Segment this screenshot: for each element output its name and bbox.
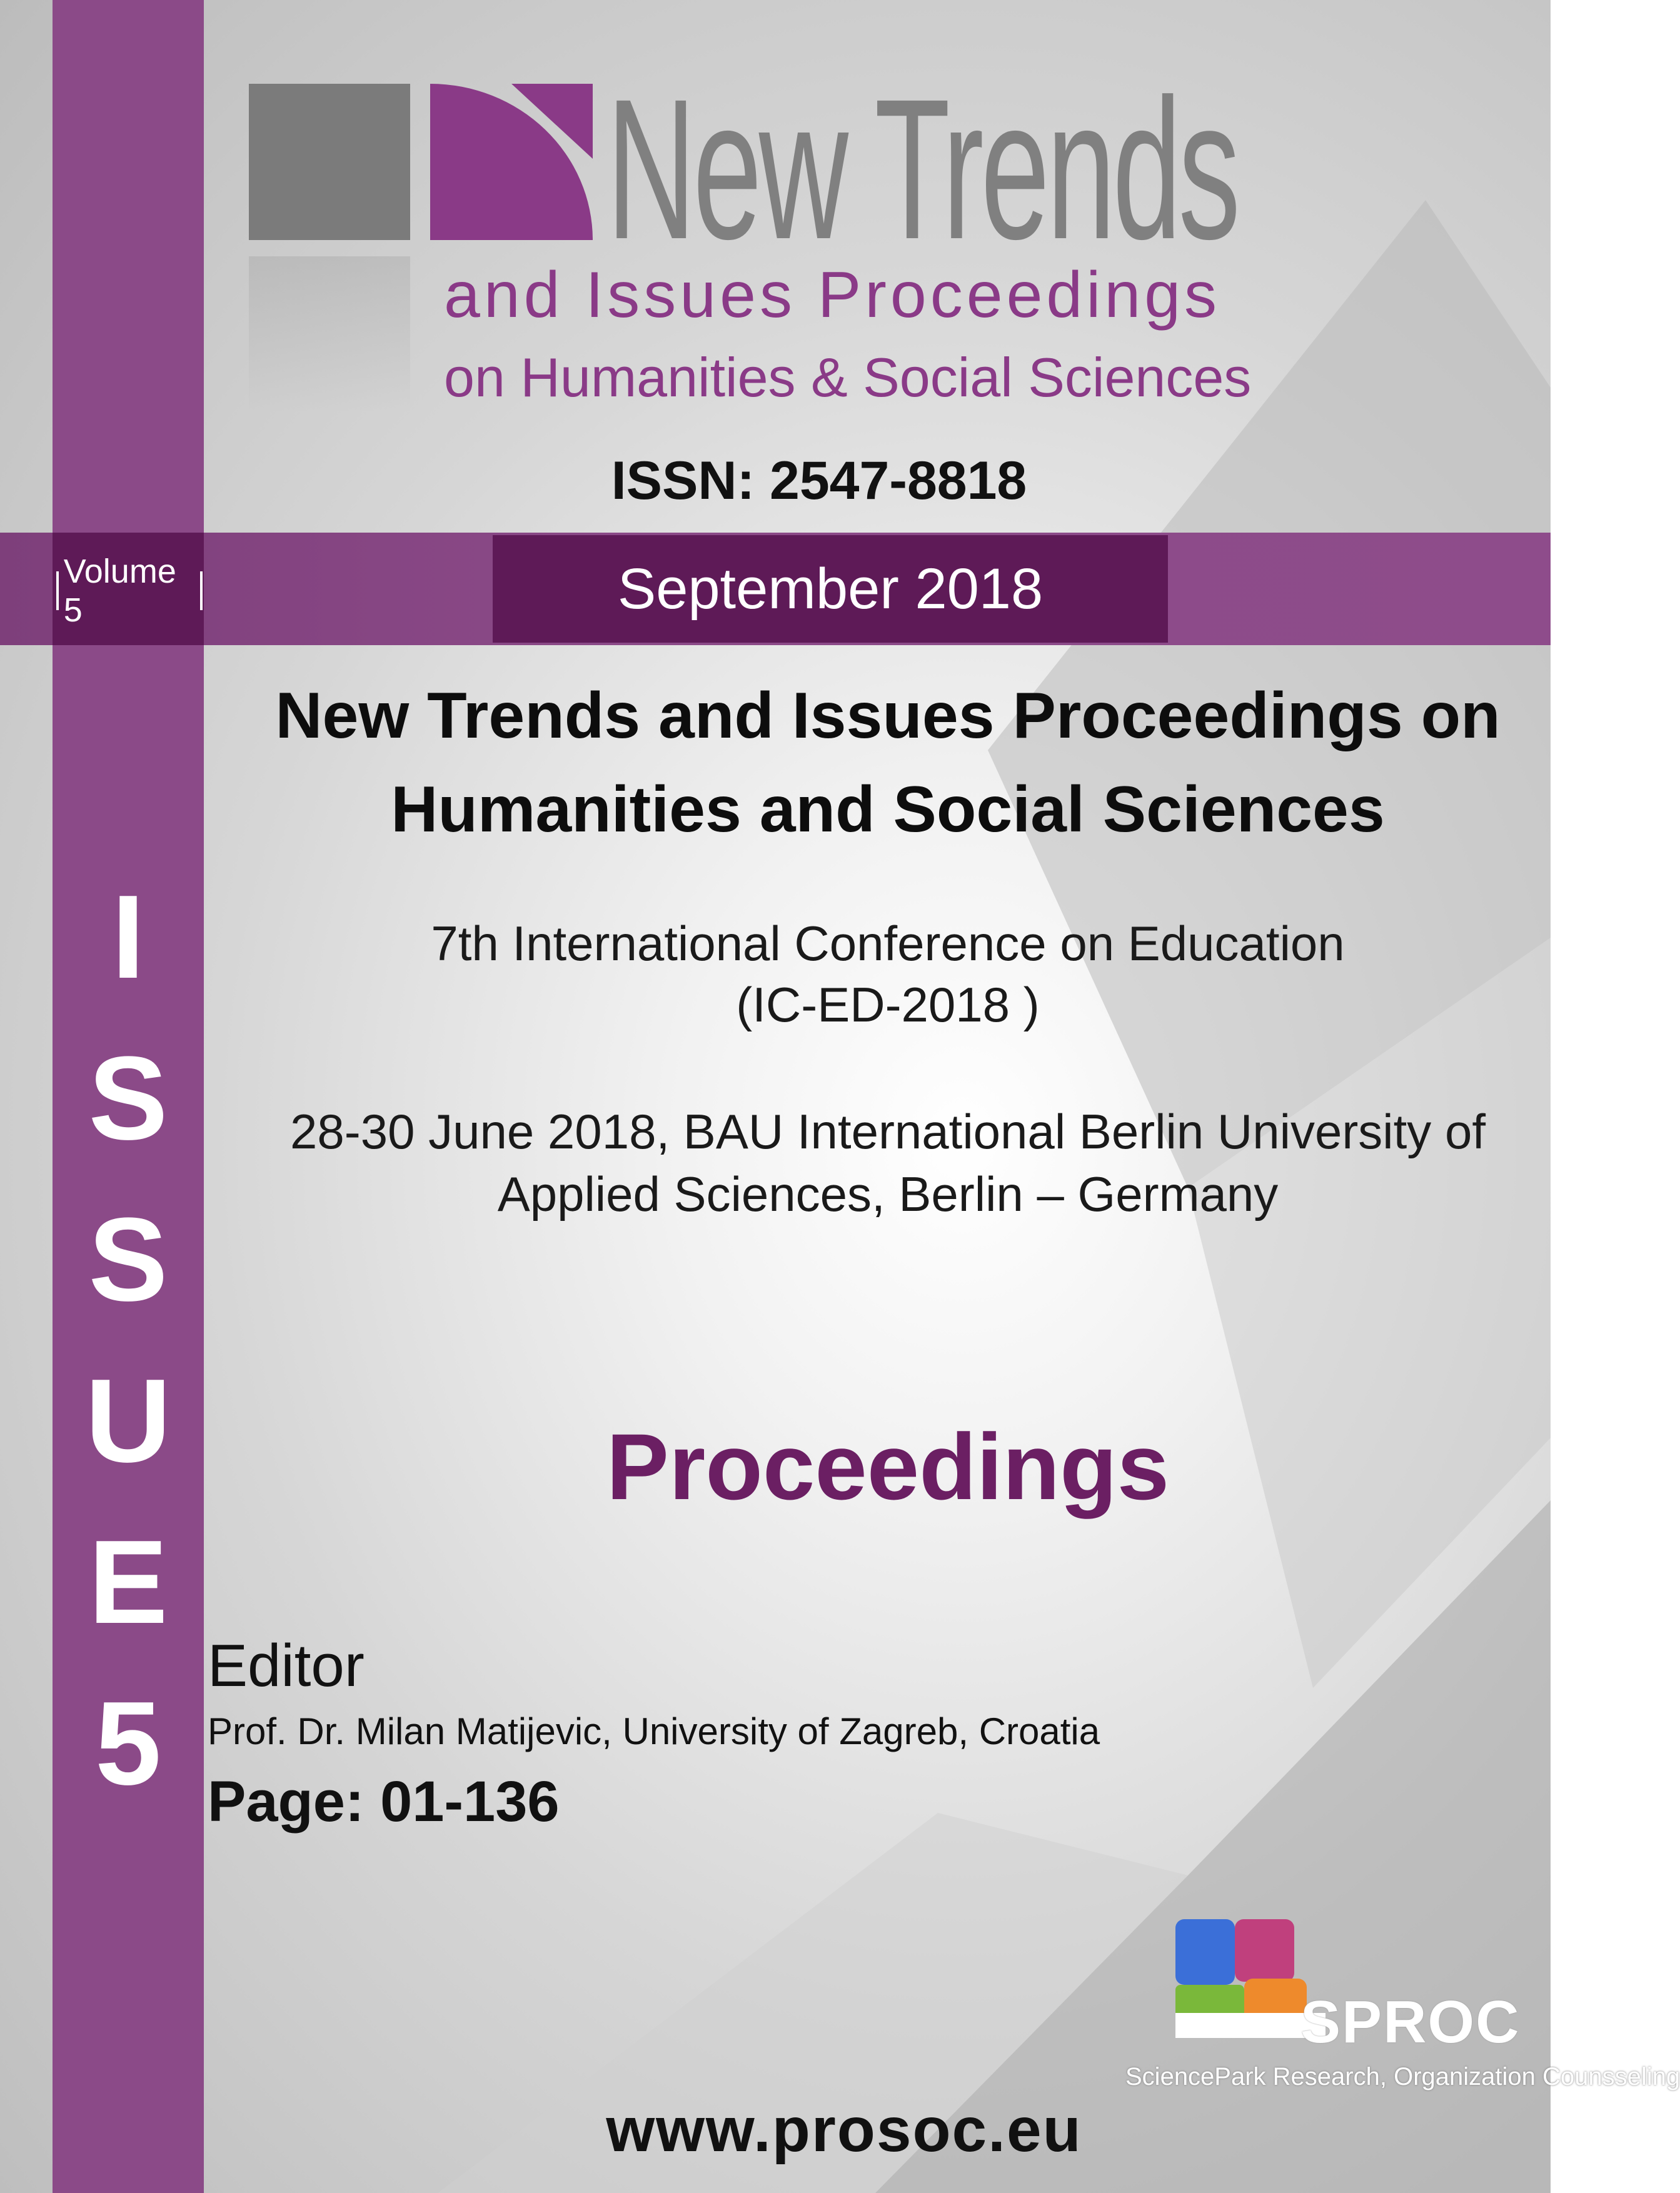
logo-subtitle-2: on Humanities & Social Sciences bbox=[444, 346, 1252, 408]
volume-label-wrap bbox=[51, 553, 208, 629]
venue-line-2: Applied Sciences, Berlin – Germany bbox=[497, 1167, 1279, 1222]
issue-letter: E bbox=[88, 1516, 168, 1649]
logo-reflection bbox=[249, 256, 410, 413]
journal-title-line-1: New Trends and Issues Proceedings on bbox=[275, 680, 1501, 752]
logo-title: New Trends bbox=[606, 57, 1237, 281]
issn: ISSN: 2547-8818 bbox=[611, 451, 1027, 511]
conference-line-1: 7th International Conference on Education bbox=[431, 916, 1345, 971]
website-link[interactable]: www.prosoc.eu bbox=[606, 2095, 1082, 2165]
publisher-name: SPROC bbox=[1300, 1989, 1521, 2055]
divider bbox=[56, 571, 59, 610]
logo-subtitle-1: and Issues Proceedings bbox=[444, 259, 1221, 331]
publisher-tagline: SciencePark Research, Organization Counsseling bbox=[1125, 2063, 1680, 2090]
conference-venue bbox=[225, 1100, 1551, 1225]
issue-number bbox=[53, 856, 204, 1824]
issue-letter: 5 bbox=[95, 1677, 161, 1810]
volume-label: Volume 5 bbox=[63, 553, 176, 629]
issue-date: September 2018 bbox=[493, 535, 1168, 643]
issue-letter: I bbox=[111, 871, 145, 1003]
divider bbox=[200, 571, 203, 610]
journal-title bbox=[225, 669, 1551, 856]
venue-line-1: 28-30 June 2018, BAU International Berlin University of bbox=[289, 1104, 1486, 1159]
logo-purple-quarter bbox=[430, 84, 593, 240]
logo-gray-square bbox=[249, 84, 410, 240]
issue-letter: S bbox=[88, 1032, 168, 1165]
editor-name: Prof. Dr. Milan Matijevic, University of Zagreb, Croatia bbox=[208, 1710, 1100, 1752]
conference-line-2: (IC-ED-2018 ) bbox=[736, 977, 1040, 1032]
issue-letter: S bbox=[88, 1193, 168, 1326]
editor-label: Editor bbox=[208, 1632, 365, 1699]
journal-title-line-2: Humanities and Social Sciences bbox=[391, 773, 1385, 846]
page-range: Page: 01-136 bbox=[208, 1770, 560, 1834]
section-heading: Proceedings bbox=[606, 1414, 1170, 1519]
conference-name bbox=[225, 913, 1551, 1035]
issue-letter: U bbox=[85, 1355, 171, 1487]
